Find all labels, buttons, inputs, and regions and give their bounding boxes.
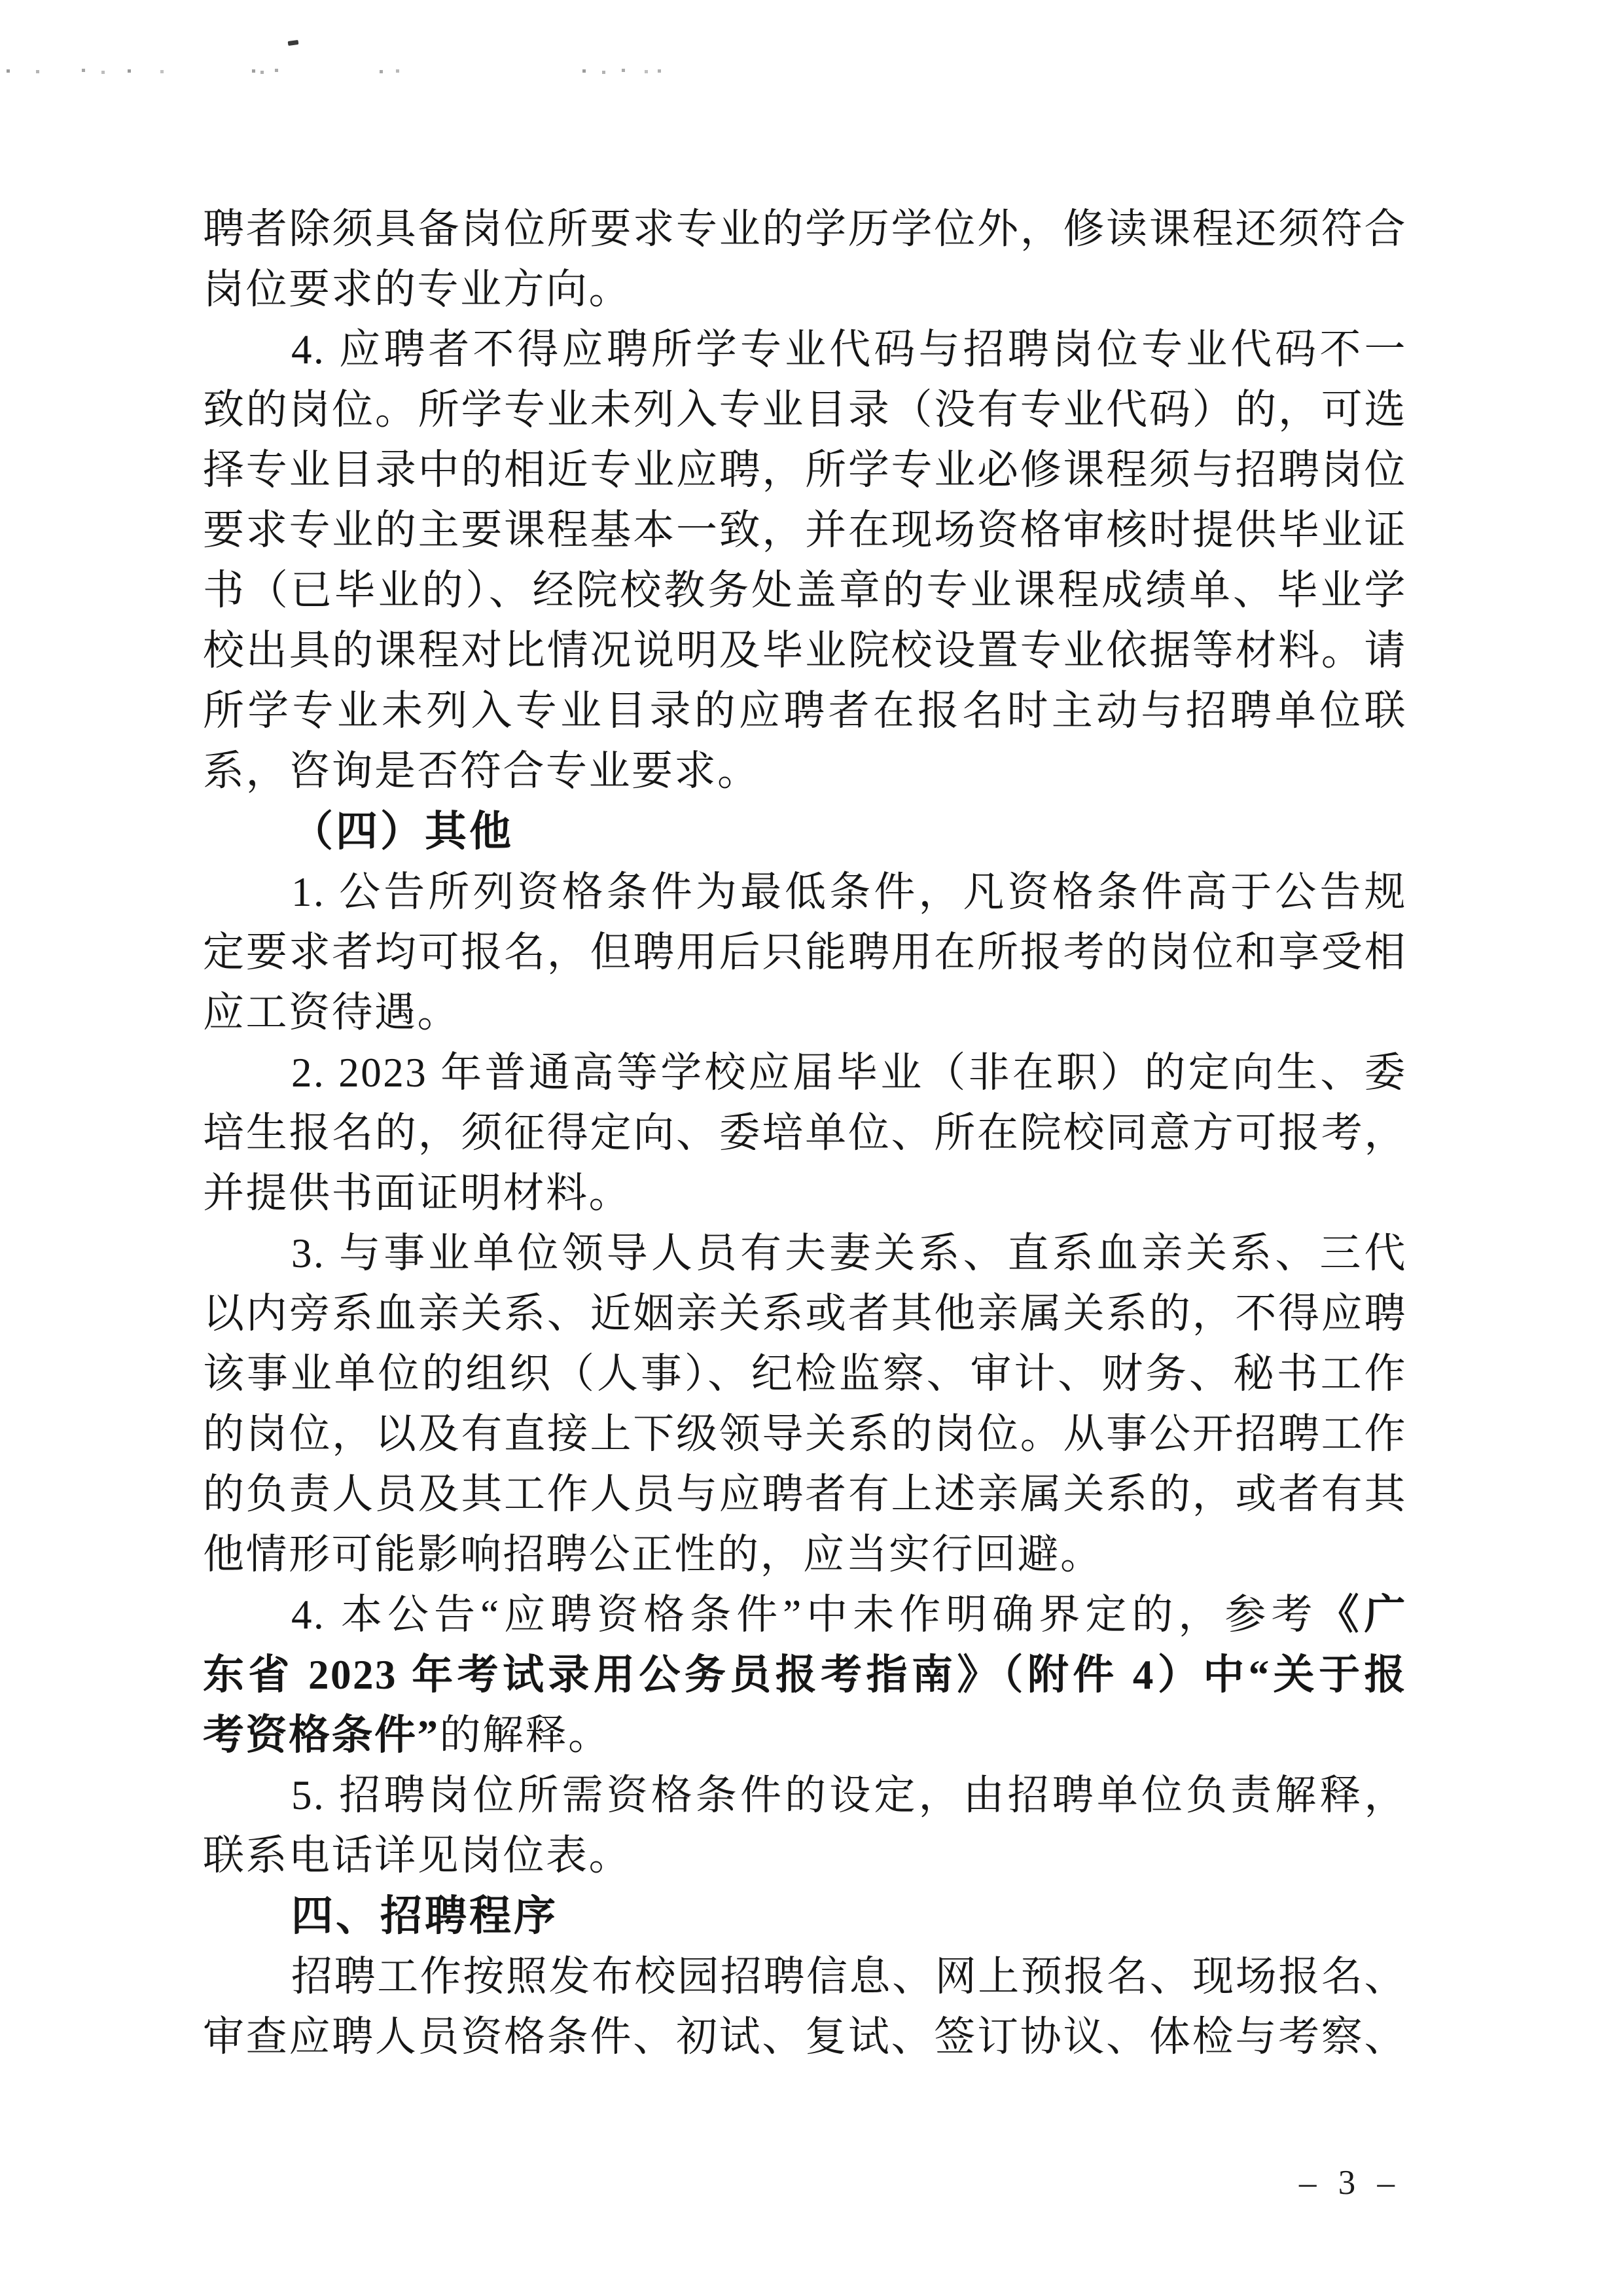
text-segment: 4. 应聘者不得应聘所学专业代码与招聘岗位专业代码不一 [291, 327, 1407, 372]
text-line [203, 681, 1407, 741]
heading-line [203, 801, 1407, 862]
text-line [203, 620, 1407, 681]
text-line [203, 1404, 1407, 1464]
text-line [203, 1946, 1407, 2007]
text-segment: 的解释。 [439, 1712, 611, 1758]
text-segment: 审查应聘人员资格条件、初试、复试、签订协议、体检与考察、 [203, 2014, 1407, 2060]
text-segment: 聘者除须具备岗位所要求专业的学历学位外，修读课程还须符合 [203, 206, 1407, 252]
text-segment: 联系电话详见岗位表。 [203, 1833, 632, 1878]
text-line [203, 1585, 1407, 1645]
text-line [203, 982, 1407, 1043]
text-line [203, 440, 1407, 500]
text-line [203, 1524, 1407, 1585]
text-segment: 所学专业未列入专业目录的应聘者在报名时主动与招聘单位联 [203, 688, 1407, 734]
text-line [203, 380, 1407, 440]
text-segment: 该事业单位的组织（人事）、纪检监察、审计、财务、秘书工作 [203, 1351, 1407, 1397]
text-segment: 系，咨询是否符合专业要求。 [203, 748, 760, 794]
text-segment: 以内旁系血亲关系、近姻亲关系或者其他亲属关系的，不得应聘 [203, 1291, 1407, 1336]
text-segment: 校出具的课程对比情况说明及毕业院校设置专业依据等材料。请 [203, 628, 1407, 673]
text-line [203, 1163, 1407, 1223]
text-line [203, 1464, 1407, 1524]
text-segment: 5. 招聘岗位所需资格条件的设定，由招聘单位负责解释， [291, 1772, 1407, 1818]
text-segment: 的岗位，以及有直接上下级领导关系的岗位。从事公开招聘工作 [203, 1411, 1407, 1457]
text-line [203, 560, 1407, 620]
text-segment: 3. 与事业单位领导人员有夫妻关系、直系血亲关系、三代 [291, 1230, 1407, 1276]
text-line [203, 1344, 1407, 1404]
text-line [203, 1705, 1407, 1765]
text-segment: 书（已毕业的）、经院校教务处盖章的专业课程成绩单、毕业学 [203, 567, 1407, 613]
text-segment: 择专业目录中的相近专业应聘，所学专业必修课程须与招聘岗位 [203, 447, 1407, 493]
page-number: – 3 – [1299, 2164, 1401, 2202]
text-segment: 4. 本公告“应聘资格条件”中未作明确界定的，参考 [291, 1592, 1318, 1638]
bold-text-segment: 《广 [1317, 1592, 1407, 1638]
text-line [203, 1223, 1407, 1283]
bold-text-segment: 考资格条件” [203, 1712, 440, 1758]
text-line [203, 500, 1407, 560]
text-segment: 岗位要求的专业方向。 [203, 266, 632, 312]
text-lines-container [203, 199, 1407, 2067]
document-body [203, 199, 1407, 2067]
text-segment: 应工资待遇。 [203, 990, 460, 1035]
scan-noise-blob [288, 40, 299, 46]
text-line [203, 259, 1407, 319]
text-line [203, 862, 1407, 922]
text-segment: 并提供书面证明材料。 [203, 1170, 632, 1216]
text-segment: 1. 公告所列资格条件为最低条件，凡资格条件高于公告规 [291, 869, 1407, 915]
text-segment: 致的岗位。所学专业未列入专业目录（没有专业代码）的，可选 [203, 387, 1407, 433]
text-line [203, 741, 1407, 801]
scan-noise-specks [7, 69, 10, 73]
bold-text-segment: 四、招聘程序 [291, 1892, 558, 1939]
text-segment: 要求专业的主要课程基本一致，并在现场资格审核时提供毕业证 [203, 507, 1407, 553]
text-segment: 招聘工作按照发布校园招聘信息、网上预报名、现场报名、 [291, 1954, 1407, 2000]
text-segment: 的负责人员及其工作人员与应聘者有上述亲属关系的，或者有其 [203, 1471, 1407, 1517]
text-segment: 定要求者均可报名，但聘用后只能聘用在所报考的岗位和享受相 [203, 929, 1407, 975]
text-line [203, 319, 1407, 380]
text-line [203, 1645, 1407, 1705]
bold-text-segment: （四）其他 [291, 808, 514, 855]
heading-line [203, 1886, 1407, 1946]
text-line [203, 1283, 1407, 1344]
text-line [203, 199, 1407, 259]
text-line [203, 1765, 1407, 1825]
text-line [203, 1103, 1407, 1163]
text-line [203, 922, 1407, 982]
text-line [203, 1043, 1407, 1103]
text-segment: 培生报名的，须征得定向、委培单位、所在院校同意方可报考， [203, 1110, 1407, 1156]
text-segment: 他情形可能影响招聘公正性的，应当实行回避。 [203, 1532, 1103, 1577]
bold-text-segment: 东省 2023 年考试录用公务员报考指南》（附件 4）中“关于报 [203, 1652, 1407, 1698]
text-line [203, 2007, 1407, 2067]
text-segment: 2. 2023 年普通高等学校应届毕业（非在职）的定向生、委 [291, 1050, 1407, 1096]
text-line [203, 1825, 1407, 1886]
